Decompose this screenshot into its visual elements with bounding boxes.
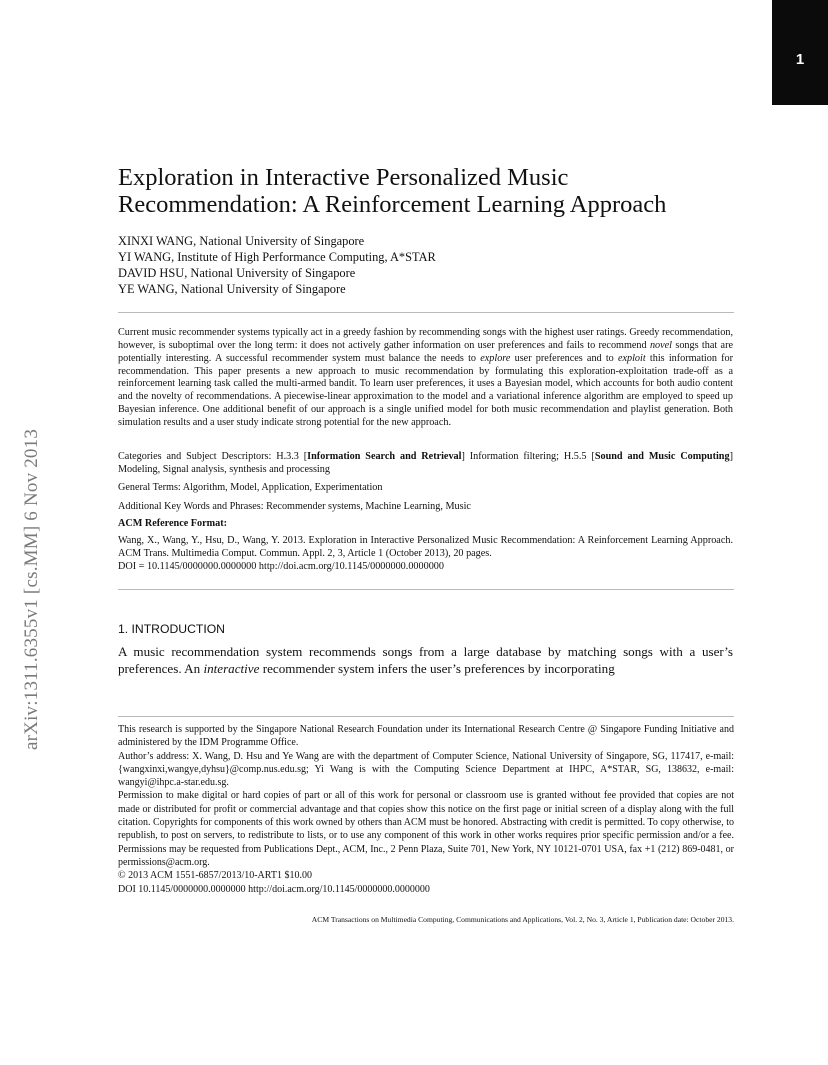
introduction-body [118,643,733,677]
abstract-part-1: Current music recommender systems typically act in a greedy fashion by recommending songs with the highest user ratings. Greedy recommendation, however, is suboptimal over the long term: it does not actively gather information on user preferences and fails to recommend [118,327,733,351]
categories-text-3: ] Modeling, Signal analysis, synthesis and processing [118,451,733,475]
footnotes [118,723,734,896]
keywords: Additional Key Words and Phrases: Recommender systems, Machine Learning, Music [118,501,471,512]
intro-text-1: A music recommendation system recommends songs from a large database by matching songs with a user’s preferences. An [118,644,733,676]
abstract-emphasis-exploit: exploit [617,352,646,364]
categories-text-2: ] Information filtering; H.5.5 [ [461,451,595,462]
abstract-emphasis-novel: novel [649,339,673,351]
abstract-part-4: this information for recommendation. This paper presents a new approach to music recommendation by formulating this exploration-exploitation trade-off as a reinforcement learning task called the multi-armed bandit. To learn user preferences, it uses a Bayesian model, which accounts for both audio content and the novelty of recommendations. A piecewise-linear approximation to the model and a variational inference algorithm are employed to speed up Bayesian inference. One additional benefit of our approach is a single unified model for both music recommendation and playlist generation. Both simulation results and a user study indicate strong potential for the new approach. [118,352,734,428]
page-number: 1 [795,51,805,68]
divider-bottom [118,589,734,590]
categories-bold-2: Sound and Music Computing [594,451,730,462]
page-number-tab [772,0,828,105]
author-4: YE WANG, National University of Singapore [118,282,346,296]
paper-title [118,164,758,218]
categories-text-1: Categories and Subject Descriptors: H.3.3 [ [118,451,308,462]
author-2: YI WANG, Institute of High Performance Computing, A*STAR [118,250,436,264]
footnote-divider [118,716,734,717]
footnote-copyright: © 2013 ACM 1551-6857/2013/10-ART1 $10.00 [118,870,312,882]
acm-reference-heading: ACM Reference Format: [118,518,227,529]
journal-footer: ACM Transactions on Multimedia Computing, Communications and Applications, Vol. 2, No. 3, Article 1, Publication date: October 2013. [311,915,734,924]
arxiv-stamp [22,298,42,750]
abstract-part-3: user preferences and to [510,352,618,364]
section-heading-introduction: 1. INTRODUCTION [118,622,225,636]
arxiv-stamp-text: arXiv:1311.6355v1 [cs.MM] 6 Nov 2013 [21,428,42,750]
categories [118,450,733,476]
author-1: XINXI WANG, National University of Singapore [118,234,365,248]
author-list [118,233,738,297]
general-terms: General Terms: Algorithm, Model, Application, Experimentation [118,482,383,493]
footnote-author-address: Author’s address: X. Wang, D. Hsu and Ye Wang are with the department of Computer Science, National University of Singapore, SG, 117417, e-mail: {wangxinxi,wangye,dyhsu}@comp.nus.edu.sg; Yi Wang is with the Computing Science Department at IHPC, A*STAR, SG, 138632, e-mail: wangyi@ihpc.a-star.edu.sg. [118,750,734,789]
abstract-part-2: songs that are potentially interesting. A successful recommender system must balance the needs to [118,339,733,364]
footnote-permission: Permission to make digital or hard copies of part or all of this work for personal or classroom use is granted without fee provided that copies are not made or distributed for profit or commercial advantage and that copies show this notice on the first page or initial screen of a display along with the full citation. Copyrights for components of this work owned by others than ACM must be honored. Abstracting with credit is permitted. To copy otherwise, to republish, to post on servers, to redistribute to lists, or to use any component of this work in other works requires prior specific permission and/or a fee. Permissions may be requested from Publications Dept., ACM, Inc., 2 Penn Plaza, Suite 701, New York, NY 10121-0701 USA, fax +1 (212) 869-0481, or permissions@acm.org. [118,790,734,868]
divider-top [118,312,734,313]
title-line-1: Exploration in Interactive Personalized Music [118,164,569,191]
abstract [118,327,733,430]
categories-bold-1: Information Search and Retrieval [307,451,462,462]
footnote-funding: This research is supported by the Singapore National Research Foundation under its International Research Centre @ Singapore Funding Initiative and administered by the IDM Programme Office. [118,724,734,749]
abstract-emphasis-explore: explore [480,352,511,364]
intro-emphasis-interactive: interactive [203,661,260,676]
author-3: DAVID HSU, National University of Singapore [118,266,356,280]
acm-reference-text: Wang, X., Wang, Y., Hsu, D., Wang, Y. 2013. Exploration in Interactive Personalized Music Recommendation: A Reinforcement Learning Approach. ACM Trans. Multimedia Comput. Commun. Appl. 2, 3, Article 1 (October 2013), 20 pages. [118,535,733,559]
title-line-2: Recommendation: A Reinforcement Learning Approach [118,191,667,218]
intro-text-2: recommender system infers the user’s preferences by incorporating [259,661,615,676]
footnote-doi: DOI 10.1145/0000000.0000000 http://doi.acm.org/10.1145/0000000.0000000 [118,883,430,895]
acm-reference-doi: DOI = 10.1145/0000000.0000000 http://doi.acm.org/10.1145/0000000.0000000 [118,561,444,572]
